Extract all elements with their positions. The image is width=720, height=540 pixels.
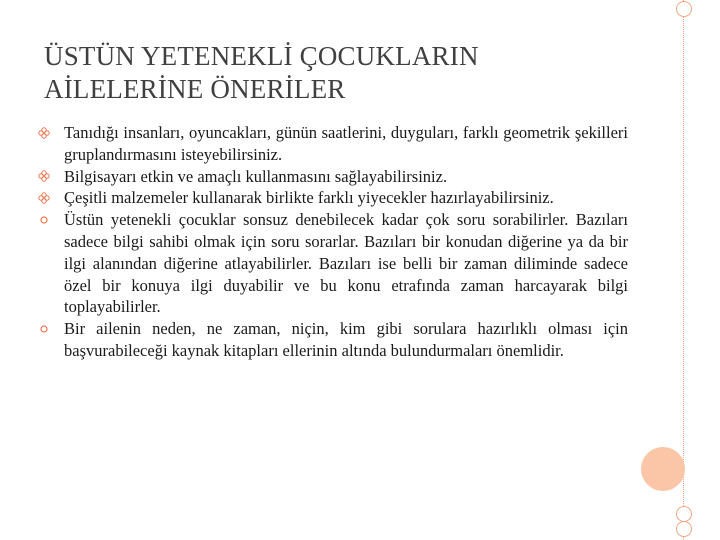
slide-title (44, 40, 644, 106)
circle-outline-icon (38, 318, 50, 340)
flower-icon (38, 187, 50, 209)
flower-icon (38, 166, 50, 188)
bullet-item (38, 318, 628, 362)
title-line-1: ÜSTÜN YETENEKLİ ÇOCUKLARIN (44, 41, 479, 71)
bullet-text: Çeşitli malzemeler kullanarak birlikte farklı yiyecekler hazırlayabilirsiniz. (64, 188, 554, 208)
bullet-text: Bilgisayarı etkin ve amaçlı kullanmasını sağlayabilirsiniz. (64, 166, 448, 186)
decorative-circle-top (676, 1, 692, 17)
decorative-vertical-line (683, 0, 684, 540)
bullet-item (38, 209, 628, 318)
bullet-text: Üstün yetenekli çocuklar sonsuz denebilecek kadar çok soru sorabilirler. Bazıları sadece bilgi sahibi olmak için soru sorarlar. Bazıları bir konudan diğerine ya da bir ilgi alanından diğerine atlayabilirler. Bazıları ise belli bir zaman diliminde sadece özel bir konuya ilgi duyabilir ve bu konu etrafında zaman harcayarak bilgi toplayabilirler. (64, 210, 628, 317)
decorative-circle-bottom-2 (676, 521, 692, 537)
bullet-list (38, 122, 628, 362)
decorative-large-circle (641, 447, 685, 491)
bullet-text: Tanıdığı insanları, oyuncakları, günün saatlerini, duyguları, farklı geometrik şekilleri gruplandırmasını isteyebilirsiniz. (64, 123, 628, 164)
decorative-circle-bottom-1 (676, 506, 692, 522)
bullet-item (38, 166, 628, 188)
flower-icon (38, 122, 50, 144)
bullet-item (38, 122, 628, 166)
bullet-item (38, 187, 628, 209)
bullet-text: Bir ailenin neden, ne zaman, niçin, kim gibi sorulara hazırlıklı olması için başvurabileceği kaynak kitapları ellerinin altında bulundurmaları önemlidir. (64, 319, 628, 360)
title-line-2: AİLELERİNE ÖNERİLER (44, 74, 346, 104)
circle-outline-icon (38, 209, 50, 231)
